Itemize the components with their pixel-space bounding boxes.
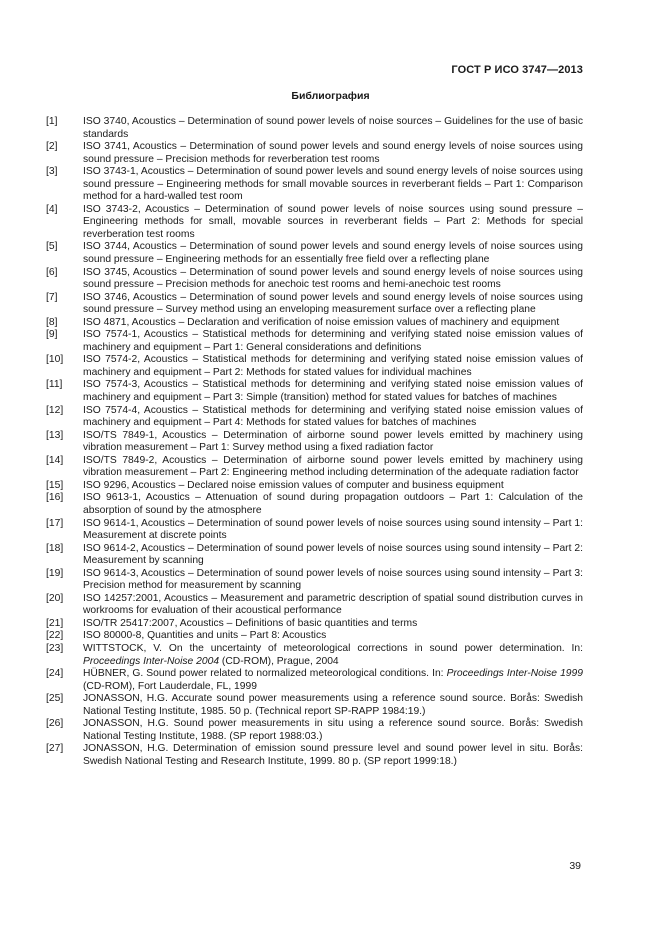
entry-text: ISO 3740, Acoustics – Determination of sound power levels of noise sources – Guidelines for the use of basic standards [83,116,583,140]
entry-number: [16] [46,492,64,504]
entry-number: [25] [46,693,64,705]
bibliography-entry [46,241,583,266]
bibliography-entry [46,317,583,330]
bibliography-entry [46,116,583,141]
bibliography-entry [46,543,583,568]
bibliography-entry [46,693,583,718]
bibliography-entry [46,141,583,166]
entry-text: ISO 7574-1, Acoustics – Statistical methods for determining and verifying stated noise emission values of machinery and equipment – Part 1: General considerations and definitions [83,329,583,353]
bibliography-entry [46,267,583,292]
section-title: Библиография [291,90,370,102]
entry-number: [24] [46,668,64,680]
entry-text: JONASSON, H.G. Accurate sound power measurements using a reference sound source. Borås: Swedish National Testing Institute, 1985. 50 p. (Technical report SP-RAPP 1984:19.) [83,693,583,717]
bibliography-entry [46,593,583,618]
entry-text: ISO 14257:2001, Acoustics – Measurement and parametric description of spatial sound distribution curves in workrooms for evaluation of their acoustical performance [83,592,583,617]
entry-text: ISO 7574-2, Acoustics – Statistical methods for determining and verifying stated noise emission values of machinery and equipment – Part 2: Methods for stated values for individual machines [83,354,583,378]
entry-number: [9] [46,329,58,341]
bibliography-entry [46,568,583,593]
entry-text: ISO 3741, Acoustics – Determination of sound power levels and sound energy levels of noise sources using sound pressure – Precision methods for reverberation test rooms [83,141,583,165]
entry-number: [13] [46,429,64,441]
entry-proceedings-title: Proceedings Inter-Noise 1999 [446,668,583,680]
bibliography-entry [46,518,583,543]
bibliography-entry [46,668,583,693]
entry-text: ISO 3743-1, Acoustics – Determination of sound power levels and sound energy levels of noise sources using sound pressure – Engineering methods for small movable sources in reverberant fields – Part 1: Comparison method for a hard-walled test room [83,166,583,203]
bibliography-entry [46,329,583,354]
page-number: 39 [569,860,581,872]
entry-number: [15] [46,479,64,491]
bibliography-entry [46,455,583,480]
entry-text: ISO 3743-2, Acoustics – Determination of sound power levels of noise sources using sound pressure – Engineering methods for small, movable sources in reverberant fields – Part 2: Methods for special reverberation test rooms [83,203,583,240]
entry-number: [12] [46,404,64,416]
entry-text: ISO/TS 7849-2, Acoustics – Determination of airborne sound power levels emitted by machinery using vibration measurement – Part 2: Engineering method including determination of the adequate radiation factor [83,454,583,479]
bibliography-entry [46,743,583,768]
entry-text: ISO 9614-1, Acoustics – Determination of sound power levels of noise sources using sound intensity – Part 1: Measurement at discrete points [83,517,583,542]
entry-text: ISO/TS 7849-1, Acoustics – Determination of airborne sound power levels emitted by machinery using vibration measurement – Part 1: Survey method using a fixed radiation factor [83,429,583,454]
entry-number: [14] [46,454,64,466]
bibliography-entry [46,292,583,317]
entry-text: JONASSON, H.G. Determination of emission sound pressure level and sound power level in situ. Borås: Swedish National Testing and Research Institute, 1999. 80 p. (SP report 1999:18.) [83,743,583,767]
entry-number: [2] [46,141,58,153]
document-code-header: ГОСТ Р ИСО 3747—2013 [451,64,583,76]
entry-text: ISO 80000-8, Quantities and units – Part 8: Acoustics [83,630,327,642]
entry-text [83,643,583,668]
bibliography-entry [46,492,583,517]
entry-text: ISO 9614-2, Acoustics – Determination of sound power levels of noise sources using sound intensity – Part 2: Measurement by scanning [83,542,583,567]
bibliography-entry [46,379,583,404]
bibliography-entry [46,405,583,430]
entry-text: ISO 7574-3, Acoustics – Statistical methods for determining and verifying stated noise emission values of machinery and equipment – Part 3: Simple (transition) method for stated values for batches of machines [83,379,583,404]
entry-number: [18] [46,542,64,554]
entry-number: [22] [46,630,64,642]
bibliography-entry [46,630,583,643]
entry-text: ISO 9614-3, Acoustics – Determination of sound power levels of noise sources using sound intensity – Part 3: Precision method for measurement by scanning [83,567,583,592]
entry-text: ISO/TR 25417:2007, Acoustics – Definitions of basic quantities and terms [83,617,418,629]
bibliography-entry [46,643,583,668]
entry-number: [11] [46,379,63,391]
entry-number: [17] [46,517,64,529]
entry-text: ISO 7574-4, Acoustics – Statistical methods for determining and verifying stated noise emission values of machinery and equipment – Part 4: Methods for stated values for batches of machines [83,404,583,429]
bibliography-entry [46,618,583,631]
entry-text: ISO 3745, Acoustics – Determination of sound power levels and sound energy levels of noise sources using sound pressure – Precision methods for anechoic test rooms and hemi-anechoic test rooms [83,266,583,291]
entry-number: [20] [46,592,64,604]
entry-number: [21] [46,617,64,629]
entry-number: [7] [46,291,58,303]
entry-text-lead: WITTSTOCK, V. On the uncertainty of meteorological corrections in sound power determination. In: [83,642,583,654]
entry-number: [6] [46,266,58,278]
entry-text: ISO 9613-1, Acoustics – Attenuation of sound during propagation outdoors – Part 1: Calculation of the absorption of sound by the atmosphere [83,492,583,516]
entry-text-lead: HÜBNER, G. Sound power related to normalized meteorological conditions. In: [83,668,447,680]
entry-text-tail: (CD-ROM), Prague, 2004 [219,655,339,667]
entry-text [83,668,583,693]
entry-number: [26] [46,718,64,730]
bibliography-entry [46,480,583,493]
entry-text: ISO 3744, Acoustics – Determination of sound power levels and sound energy levels of noise sources using sound pressure – Engineering methods for an essentially free field over a reflecting plane [83,241,583,266]
entry-number: [10] [46,354,64,366]
entry-text: ISO 4871, Acoustics – Declaration and verification of noise emission values of machinery and equipment [83,316,560,328]
entry-text-tail: (CD-ROM), Fort Lauderdale, FL, 1999 [83,680,257,692]
bibliography-entry [46,718,583,743]
entry-number: [23] [46,642,64,654]
bibliography-entry [46,204,583,242]
entry-number: [5] [46,241,58,253]
entry-number: [4] [46,203,58,215]
entry-number: [27] [46,743,64,755]
bibliography-entry [46,430,583,455]
bibliography-entry [46,166,583,204]
bibliography-list [46,116,583,768]
entry-text: JONASSON, H.G. Sound power measurements in situ using a reference sound source. Borås: Swedish National Testing Institute, 1988. (SP report 1988:03.) [83,718,583,742]
entry-number: [3] [46,166,58,178]
entry-proceedings-title: Proceedings Inter-Noise 2004 [83,655,220,667]
entry-number: [19] [46,567,64,579]
entry-number: [1] [46,116,58,127]
bibliography-entry [46,354,583,379]
entry-text: ISO 9296, Acoustics – Declared noise emission values of computer and business equipment [83,479,504,491]
entry-number: [8] [46,316,58,328]
entry-text: ISO 3746, Acoustics – Determination of sound power levels and sound energy levels of noise sources using sound pressure – Survey method using an enveloping measurement surface over a reflecting plane [83,291,583,316]
